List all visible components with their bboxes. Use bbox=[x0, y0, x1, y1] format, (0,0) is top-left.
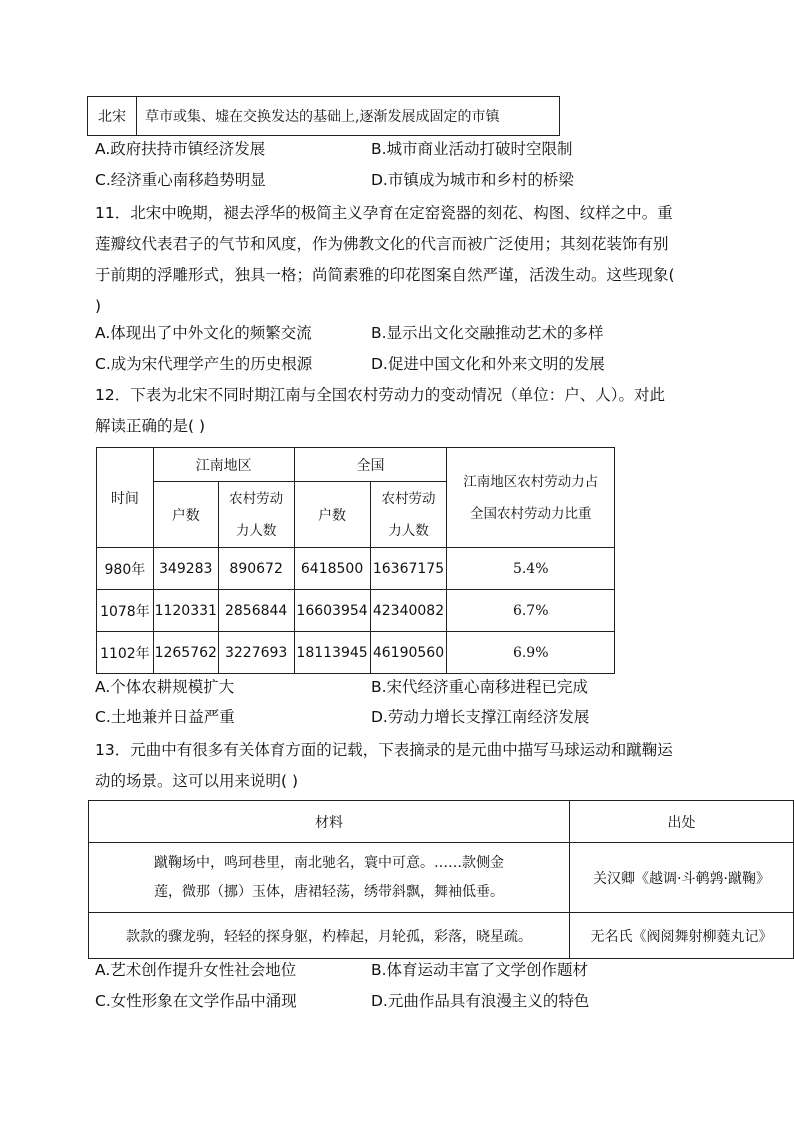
cell-jn-labor: 3227693 bbox=[218, 632, 294, 674]
q12-stem-line-1: 12．下表为北宋不同时期江南与全国农村劳动力的变动情况（单位：户、人）。对此 bbox=[95, 386, 665, 404]
table-header-jn-households: 户数 bbox=[153, 482, 218, 548]
table-header-ratio bbox=[447, 448, 615, 548]
q11-option-a[interactable]: A.体现出了中外文化的频繁交流 bbox=[95, 324, 312, 342]
table-header-region-national: 全国 bbox=[294, 448, 447, 482]
cell-nat-households: 18113945 bbox=[294, 632, 370, 674]
q11-stem-line-1: 11．北宋中晚期，褪去浮华的极简主义孕育在定窑瓷器的刻花、构图、纹样之中。重 bbox=[95, 204, 673, 222]
cell-jn-households: 1265762 bbox=[153, 632, 218, 674]
cell-material-line-2: 莲，微那（挪）玉体，唐裙轻荡，绣带斜飘，舞袖低垂。 bbox=[154, 883, 504, 900]
cell-nat-households: 6418500 bbox=[294, 548, 370, 590]
q13-stem-line-1: 13．元曲中有很多有关体育方面的记载，下表摘录的是元曲中描写马球运动和蹴鞠运 bbox=[95, 741, 673, 759]
q10-option-c[interactable]: C.经济重心南移趋势明显 bbox=[95, 171, 266, 189]
q13-option-b[interactable]: B.体育运动丰富了文学创作题材 bbox=[371, 961, 589, 979]
q11-option-b[interactable]: B.显示出文化交融推动艺术的多样 bbox=[371, 324, 604, 342]
q11-option-c[interactable]: C.成为宋代理学产生的历史根源 bbox=[95, 355, 313, 373]
table-header-source: 出处 bbox=[570, 801, 794, 843]
q12-option-d[interactable]: D.劳动力增长支撑江南经济发展 bbox=[371, 708, 590, 726]
table-header-nat-labor bbox=[370, 482, 447, 548]
cell-jn-households: 349283 bbox=[153, 548, 218, 590]
table-header-material: 材料 bbox=[89, 801, 570, 843]
table-row bbox=[89, 913, 794, 959]
table-row bbox=[97, 590, 615, 632]
cell-ratio: 5.4% bbox=[447, 548, 615, 590]
cell-year: 980年 bbox=[97, 548, 154, 590]
q13-option-d[interactable]: D.元曲作品具有浪漫主义的特色 bbox=[371, 992, 590, 1010]
cell-material: 款款的骤龙驹，轻轻的探身躯，杓棒起，月轮孤，彩落，晓星疏。 bbox=[89, 913, 570, 959]
cell-jn-labor: 890672 bbox=[218, 548, 294, 590]
q11-option-d[interactable]: D.促进中国文化和外来文明的发展 bbox=[371, 355, 605, 373]
q13-option-a[interactable]: A.艺术创作提升女性社会地位 bbox=[95, 961, 297, 979]
q12-option-c[interactable]: C.土地兼并日益严重 bbox=[95, 708, 235, 726]
table-header-region-jiangnan: 江南地区 bbox=[153, 448, 294, 482]
cell-source: 关汉卿《越调·斗鹌鹑·蹴鞠》 bbox=[570, 843, 794, 913]
q13-option-c[interactable]: C.女性形象在文学作品中涌现 bbox=[95, 992, 297, 1010]
q12-option-a[interactable]: A.个体农耕规模扩大 bbox=[95, 678, 235, 696]
q11-stem-line-2: 莲瓣纹代表君子的气节和风度，作为佛教文化的代言而被广泛使用；其刻花装饰有别 bbox=[95, 235, 669, 253]
cell-jn-households: 1120331 bbox=[153, 590, 218, 632]
cell-material bbox=[89, 843, 570, 913]
cell-nat-labor: 42340082 bbox=[370, 590, 447, 632]
table-header-ratio-line-2: 全国农村劳动力比重 bbox=[469, 505, 592, 522]
table-header-jn-labor-line-1: 农村劳动 bbox=[229, 490, 284, 507]
table-header-jn-labor-line-2: 力人数 bbox=[235, 522, 277, 539]
cell-year: 1102年 bbox=[97, 632, 154, 674]
table-header-nat-labor-line-1: 农村劳动 bbox=[381, 490, 436, 507]
cell-ratio: 6.7% bbox=[447, 590, 615, 632]
table-header-time: 时间 bbox=[97, 448, 154, 548]
cell-material-line-1: 蹴鞠场中，鸣珂巷里，南北驰名，寰中可意。……款侧金 bbox=[154, 854, 504, 871]
table-cell-period: 北宋 bbox=[88, 97, 137, 136]
table-header-jn-labor bbox=[218, 482, 294, 548]
cell-nat-labor: 16367175 bbox=[370, 548, 447, 590]
yuan-drama-table bbox=[88, 800, 794, 959]
table-header-ratio-line-1: 江南地区农村劳动力占 bbox=[463, 473, 599, 490]
q13-stem-line-2: 动的场景。这可以用来说明( ) bbox=[95, 772, 299, 790]
q11-stem-line-4: ) bbox=[95, 297, 102, 315]
table-header-nat-households: 户数 bbox=[294, 482, 370, 548]
table-row bbox=[97, 548, 615, 590]
q11-stem-line-3: 于前期的浮雕形式，独具一格；尚简素雅的印花图案自然严谨，活泼生动。这些现象( bbox=[95, 266, 675, 284]
cell-nat-labor: 46190560 bbox=[370, 632, 447, 674]
cell-source: 无名氏《阀阅舞射柳蕤丸记》 bbox=[570, 913, 794, 959]
q10-option-d[interactable]: D.市镇成为城市和乡村的桥梁 bbox=[371, 171, 574, 189]
cell-year: 1078年 bbox=[97, 590, 154, 632]
q10-option-b[interactable]: B.城市商业活动打破时空限制 bbox=[371, 140, 573, 158]
cell-jn-labor: 2856844 bbox=[218, 590, 294, 632]
q12-stem-line-2: 解读正确的是( ) bbox=[95, 417, 206, 435]
q12-option-b[interactable]: B.宋代经济重心南移进程已完成 bbox=[371, 678, 589, 696]
cell-nat-households: 16603954 bbox=[294, 590, 370, 632]
table-cell-content: 草市或集、墟在交换发达的基础上,逐渐发展成固定的市镇 bbox=[137, 97, 560, 136]
market-town-table bbox=[87, 96, 560, 136]
table-row bbox=[89, 843, 794, 913]
labor-table bbox=[96, 447, 615, 674]
table-row bbox=[97, 632, 615, 674]
cell-ratio: 6.9% bbox=[447, 632, 615, 674]
q10-option-a[interactable]: A.政府扶持市镇经济发展 bbox=[95, 140, 266, 158]
table-header-nat-labor-line-2: 力人数 bbox=[388, 522, 429, 539]
